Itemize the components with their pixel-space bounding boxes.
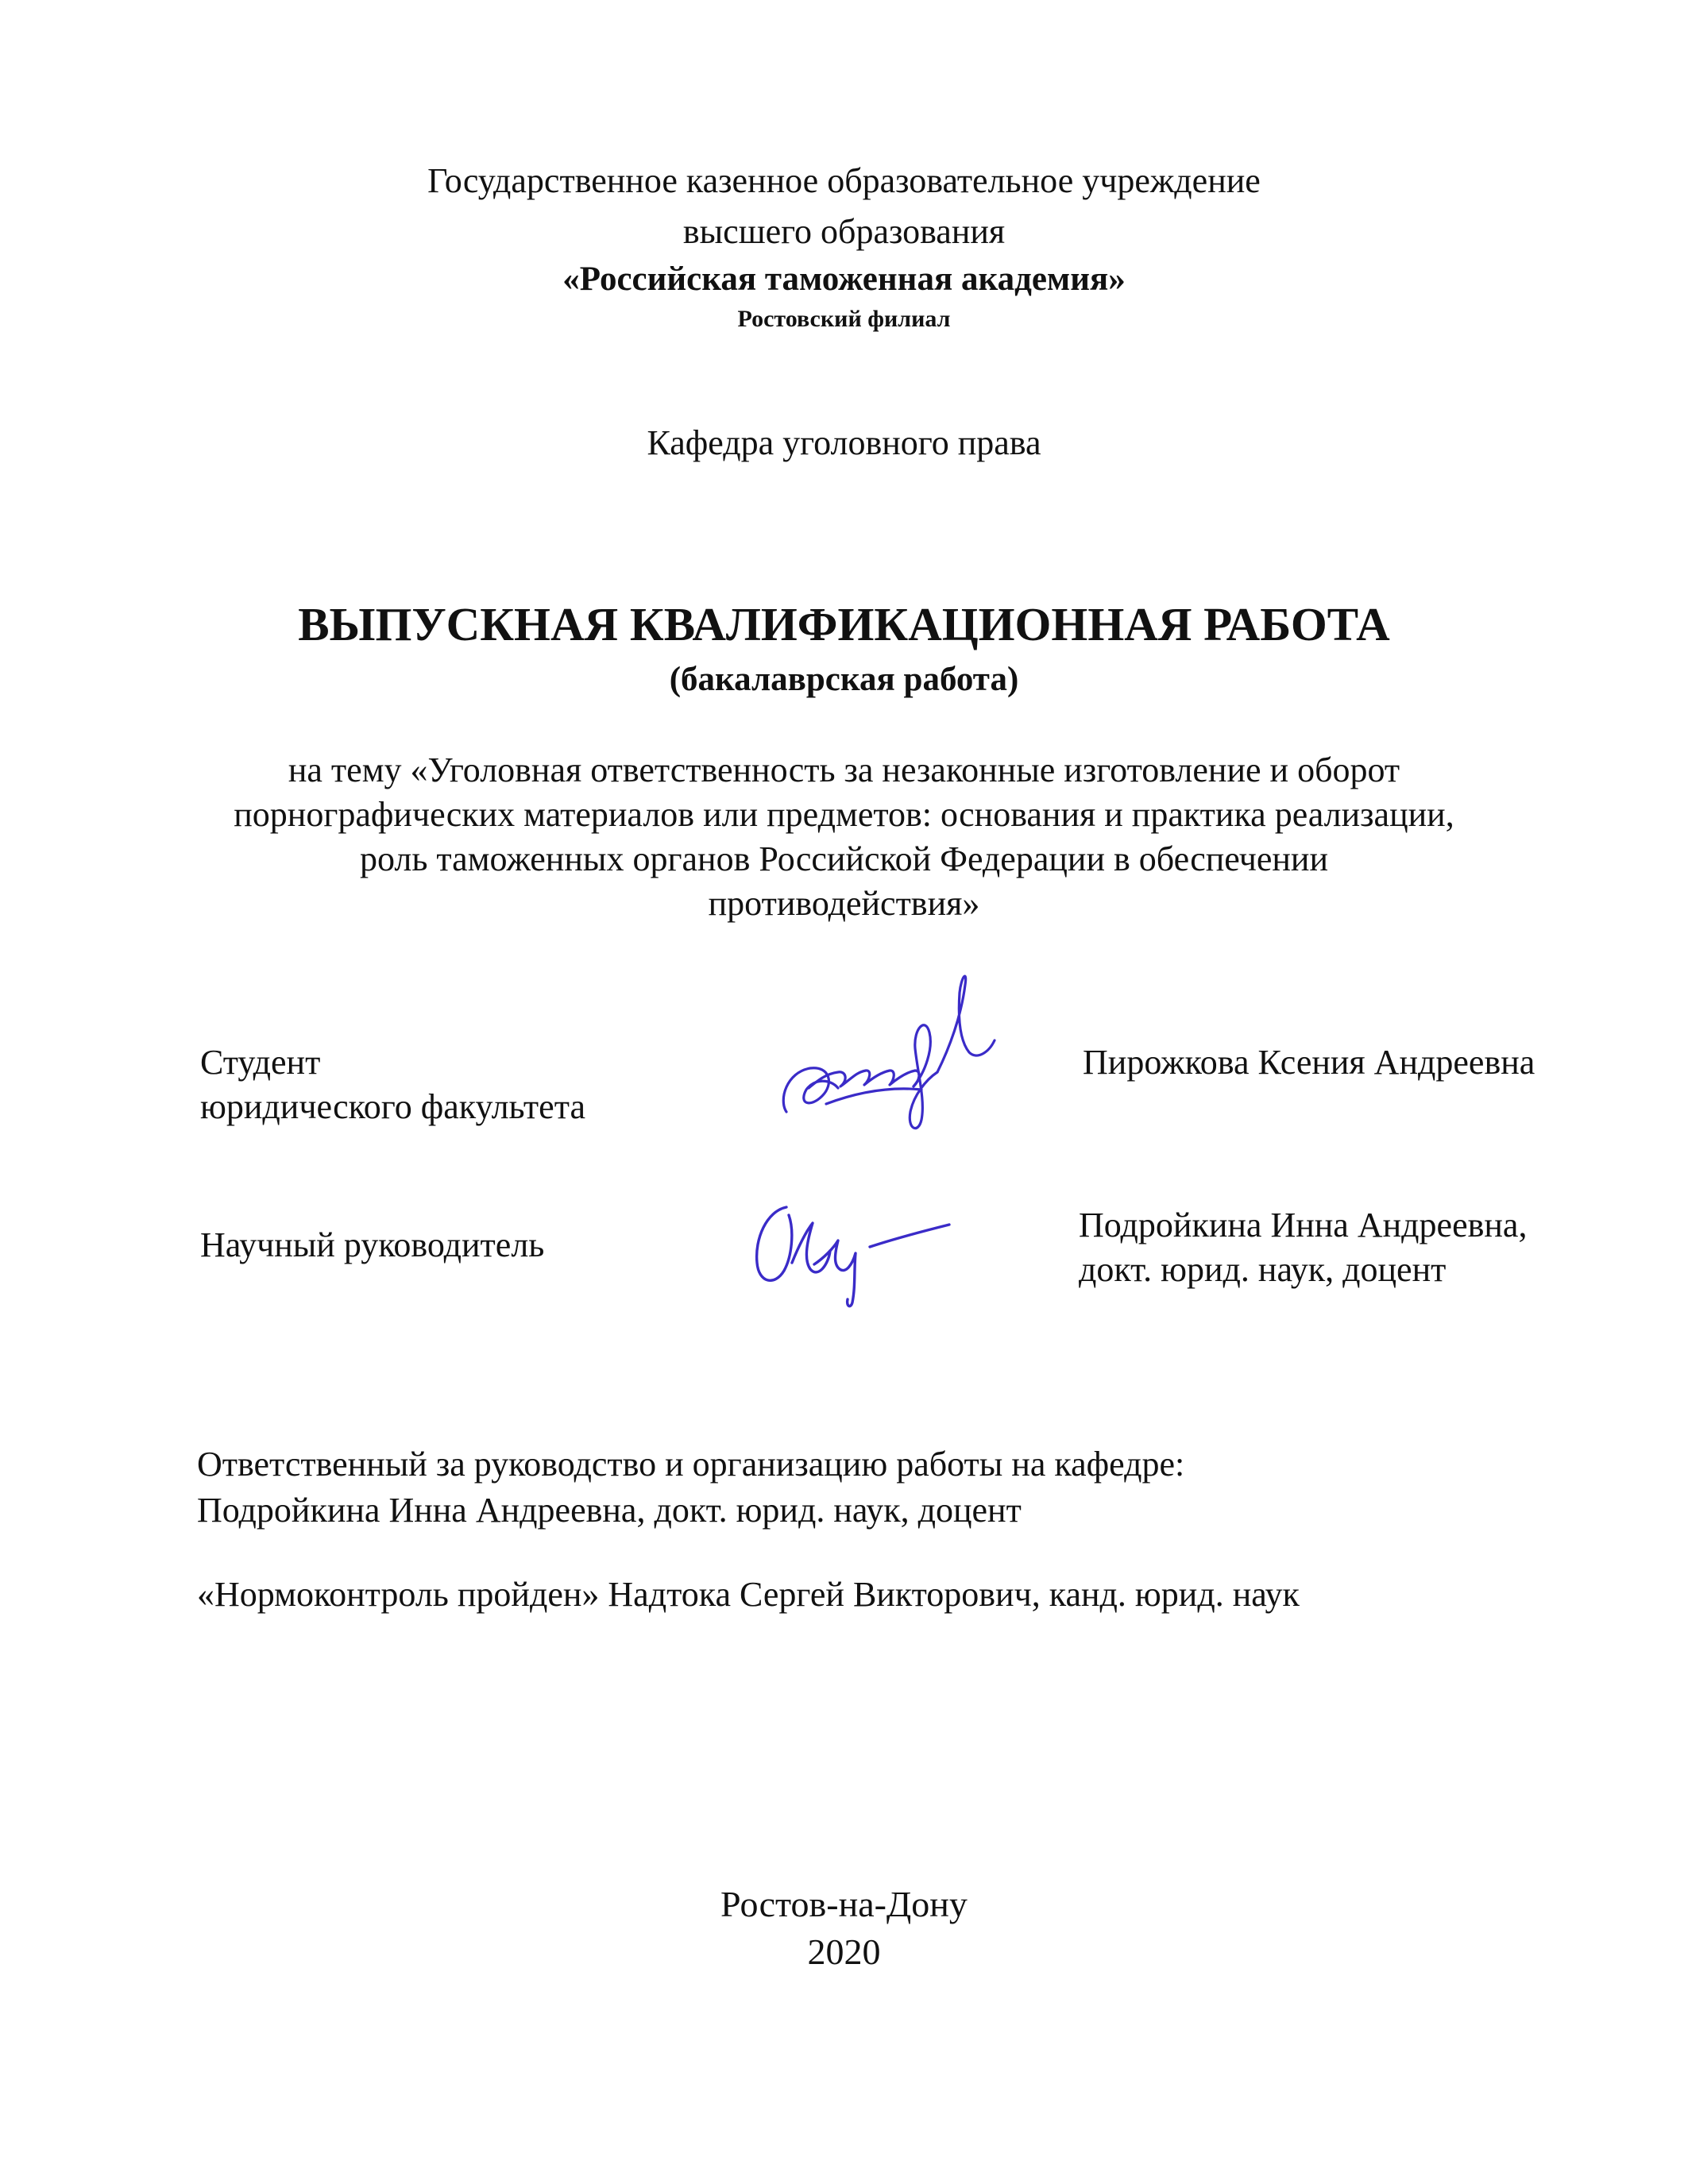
work-topic (0, 748, 1688, 926)
student-label-line-1: Студент (200, 1043, 321, 1082)
signature-strokes (783, 976, 995, 1128)
signature-strokes (757, 1207, 949, 1306)
institution-line-2: высшего образования (682, 212, 1006, 251)
topic-line: роль таможенных органов Российской Федерации в обеспечении (359, 839, 1329, 878)
advisor-label: Научный руководитель (200, 1225, 545, 1264)
responsible-line-1: Ответственный за руководство и организацию работы на кафедре: (197, 1445, 1185, 1484)
responsible-block (197, 1441, 1184, 1534)
topic-line: противодействия» (708, 884, 980, 923)
branch-name: Ростовский филиал (737, 306, 951, 332)
advisor-signature (735, 1175, 973, 1314)
advisor-name (1079, 1203, 1527, 1292)
work-title: ВЫПУСКНАЯ КВАЛИФИКАЦИОННАЯ РАБОТА (298, 598, 1390, 650)
advisor-name-line-1: Подройкина Инна Андреевна, (1079, 1206, 1528, 1244)
work-subtitle: (бакалаврская работа) (669, 661, 1019, 698)
student-label-line-2: юридического факультета (200, 1087, 585, 1126)
responsible-line-2: Подройкина Инна Андреевна, докт. юрид. наук, доцент (197, 1491, 1022, 1530)
student-label (200, 1040, 585, 1129)
student-signature (763, 953, 1001, 1152)
topic-line: порнографических материалов или предметов: основания и практика реализации, (234, 795, 1454, 834)
department-name: Кафедра уголовного права (647, 423, 1041, 462)
city: Ростов-на-Дону (720, 1884, 968, 1924)
academy-name: «Российская таможенная академия» (562, 260, 1126, 298)
institution-line-1: Государственное казенное образовательное учреждение (427, 161, 1261, 200)
student-name: Пирожкова Ксения Андреевна (1083, 1043, 1535, 1082)
advisor-name-line-2: докт. юрид. наук, доцент (1079, 1250, 1447, 1289)
topic-line: на тему «Уголовная ответственность за незаконные изготовление и оборот (288, 751, 1400, 789)
normcontrol-line: «Нормоконтроль пройден» Надтока Сергей Викторович, канд. юрид. наук (197, 1575, 1300, 1614)
year: 2020 (807, 1931, 881, 1972)
